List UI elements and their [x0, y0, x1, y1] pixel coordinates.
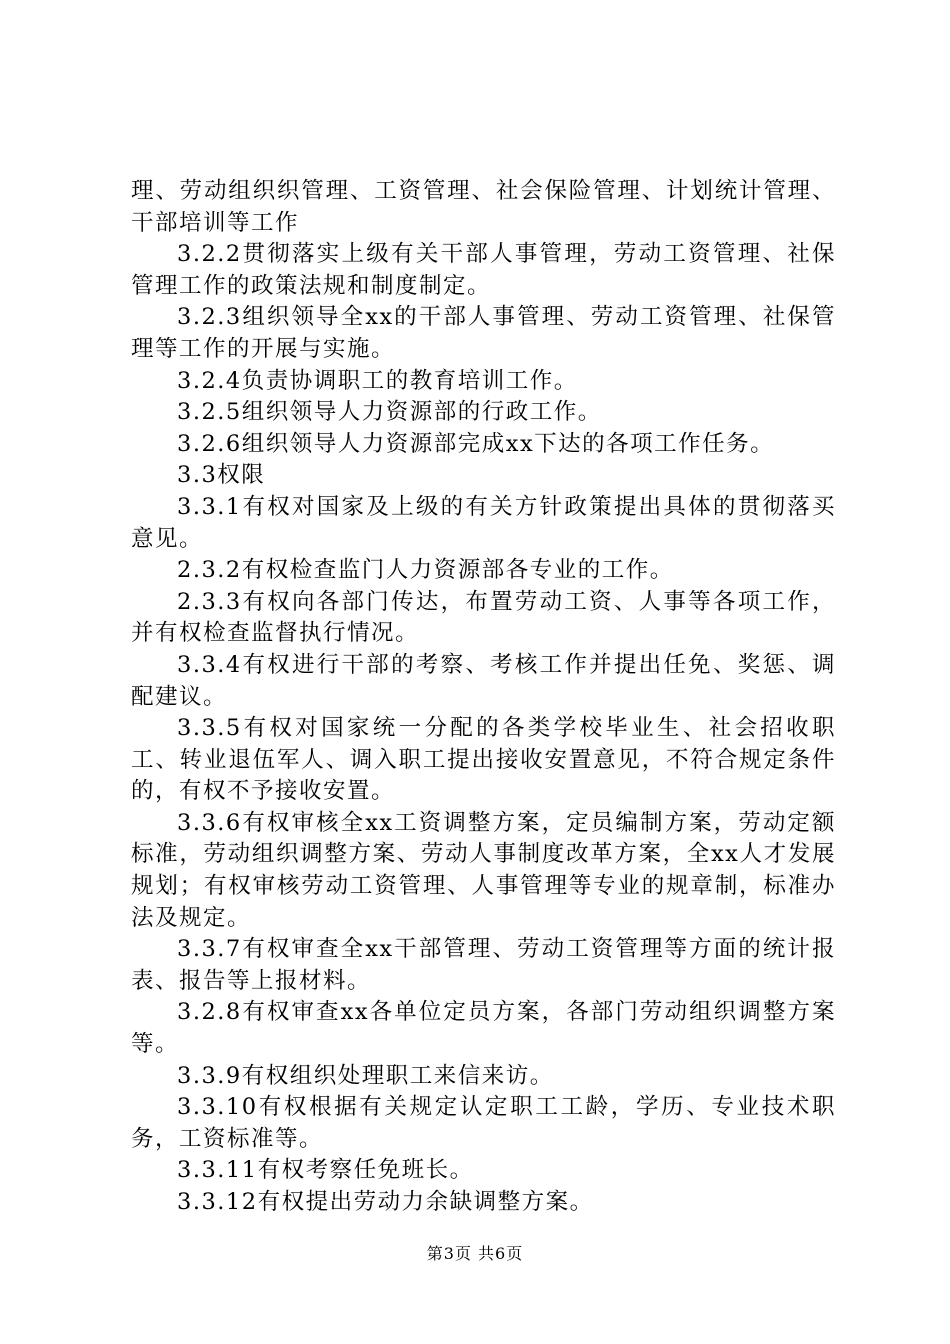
paragraph: 2.3.2有权检查监门人力资源部各专业的工作。 — [177, 557, 674, 584]
paragraph: 3.2.5组织领导人力资源部的行政工作。 — [177, 399, 602, 426]
paragraph: 3.3.7有权审查全xx干部管理、劳动工资管理等方面的统计报表、报告等上报材料。 — [131, 936, 836, 994]
paragraph: 2.3.3有权向各部门传达，布置劳动工资、人事等各项工作，并有权检查监督执行情况。 — [131, 588, 836, 647]
paragraph: 3.3.5有权对国家统一分配的各类学校毕业生、社会招收职工、转业退伍军人、调入职工提出接收安置意见，不符合规定条件的，有权不予接收安置。 — [131, 715, 836, 805]
paragraph: 3.2.3组织领导全xx的干部人事管理、劳动工资管理、社保管理等工作的开展与实施。 — [131, 304, 836, 362]
paragraph: 3.2.4负责协调职工的教育培训工作。 — [177, 367, 578, 394]
paragraph: 3.3.10有权根据有关规定认定职工工龄，学历、专业技术职务，工资标准等。 — [131, 1094, 836, 1152]
document-body — [131, 176, 836, 1219]
paragraph: 理、劳动组织织管理、工资管理、社会保险管理、计划统计管理、干部培训等工作 — [131, 178, 836, 236]
paragraph: 3.2.6组织领导人力资源部完成xx下达的各项工作任务。 — [177, 430, 775, 457]
paragraph: 3.3.11有权考察任免班长。 — [177, 1157, 474, 1184]
paragraph: 3.3权限 — [177, 462, 266, 489]
paragraph: 3.3.12有权提出劳动力余缺调整方案。 — [177, 1189, 594, 1215]
page-footer: 第3页 共6页 — [426, 1244, 524, 1263]
paragraph: 3.3.6有权审核全xx工资调整方案，定员编制方案，劳动定额标准，劳动组织调整方案、劳动人事制度改革方案，全xx人才发展规划；有权审核劳动工资管理、人事管理等专业的规章制，标准办法及规定。 — [131, 809, 836, 931]
paragraph: 3.3.4有权进行干部的考察、考核工作并提出任免、奖惩、调配建议。 — [131, 651, 836, 710]
paragraph: 3.2.2贯彻落实上级有关干部人事管理，劳动工资管理、社保管理工作的政策法规和制度制定。 — [131, 241, 836, 299]
paragraph: 3.3.1有权对国家及上级的有关方针政策提出具体的贯彻落买意见。 — [131, 493, 836, 552]
paragraph: 3.3.9有权组织处理职工来信来访。 — [177, 1062, 554, 1089]
paragraph: 3.2.8有权审查xx各单位定员方案，各部门劳动组织调整方案等。 — [131, 999, 836, 1058]
